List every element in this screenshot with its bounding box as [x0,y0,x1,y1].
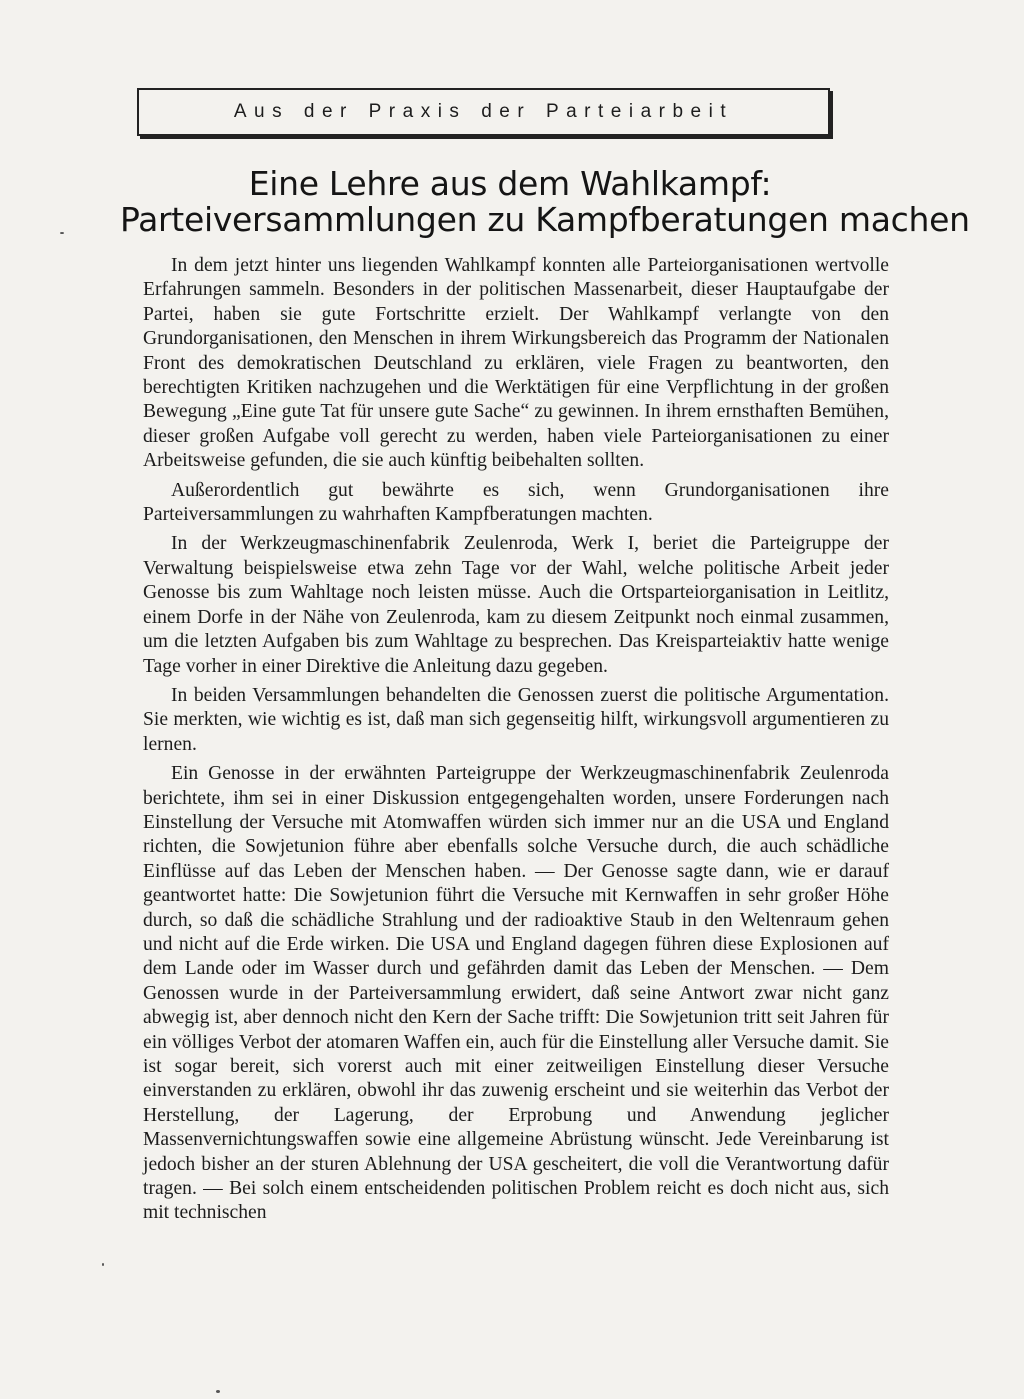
scan-speck [60,232,64,234]
article-title-line-1: Eine Lehre aus dem Wahlkampf: [248,164,772,203]
section-header-title: Aus der Praxis der Parteiarbeit [233,101,734,122]
article-title-line-2: Parteiversammlungen zu Kampfberatungen machen [120,200,970,239]
section-header-box [137,88,830,136]
paragraph: In dem jetzt hinter uns liegenden Wahlkampf konnten alle Parteiorganisationen wertvolle Erfahrungen sammeln. Besonders in der politischen Massenarbeit, dieser Hauptaufgabe der Partei, haben sie gute Fortschritte erzielt. Der Wahlkampf verlangte von den Grundorganisationen, den Menschen in ihrem Wirkungsbereich das Programm der Nationalen Front des demokratischen Deutschland zu erklären, viele Fragen zu beantworten, den berechtigten Kritiken nachzugehen und die Werktätigen für eine Verpflichtung in der großen Bewegung „Eine gute Tat für unsere gute Sache“ zu gewinnen. In ihrem ernsthaften Bemühen, dieser großen Aufgabe voll gerecht zu werden, haben viele Parteiorganisationen zu einer Arbeitsweise gefunden, die sie auch künftig beibehalten sollten. [143,255,889,472]
article-body [143,254,889,1231]
paragraph: In beiden Versammlungen behandelten die Genossen zuerst die politische Argumentation. Sie merkten, wie wichtig es ist, daß man sich gegenseitig hilft, wirkungsvoll argumentieren zu lernen. [143,684,889,755]
paragraph: In der Werkzeugmaschinenfabrik Zeulenroda, Werk I, beriet die Parteigruppe der Verwaltung beispielsweise etwa zehn Tage vor der Wahl, welche politische Arbeit jeder Genosse bis zum Wahltage noch leisten müsse. Auch die Ortsparteiorganisation in Leitlitz, einem Dorfe in der Nähe von Zeulenroda, kam zu diesem Zeitpunkt noch einmal zusammen, um die letzten Aufgaben bis zum Wahltage zu besprechen. Das Kreisparteiaktiv hatte wenige Tage vorher in einer Direktive die Anleitung dazu gegeben. [143,533,889,677]
paragraph: Außerordentlich gut bewährte es sich, wenn Grundorganisationen ihre Parteiversammlungen zu wahrhaften Kampfberatungen machten. [143,479,889,526]
scan-speck [216,1390,220,1393]
paragraph: Ein Genosse in der erwähnten Parteigruppe der Werkzeugmaschinenfabrik Zeulenroda berichtete, ihm sei in einer Diskussion entgegengehalten worden, unsere Forderungen nach Einstellung der Versuche mit Atomwaffen würden sich immer nur an die USA und England richten, die Sowjetunion führe aber ebenfalls solche Versuche durch, die auch schädliche Einflüsse auf das Leben der Menschen haben. — Der Genosse sagte dann, wie er darauf geantwortet hatte: Die Sowjetunion führt die Versuche mit Kernwaffen in sehr großer Höhe durch, so daß die schädliche Strahlung und der radioaktive Staub in den Weltenraum gehen und nicht auf die Erde wirken. Die USA und England dagegen führen diese Explosionen auf dem Lande oder im Wasser durch und gefährden damit das Leben der Menschen. — Dem Genossen wurde in der Parteiversammlung erwidert, daß seine Antwort zwar nicht ganz abwegig ist, aber dennoch nicht den Kern der Sache trifft: Die Sowjetunion tritt seit Jahren für ein völliges Verbot der atomaren Waffen ein, auch für die Einstellung aller Versuche damit. Sie ist sogar bereit, sich vorerst auch mit einer zeitweiligen Einstellung dieser Versuche einverstanden zu erklären, obwohl ihr das zuwenig erscheint und sie weiterhin das Verbot der Herstellung, der Lagerung, der Erprobung und Anwendung jeglicher Massenvernichtungswaffen sowie eine allgemeine Abrüstung wünscht. Jede Vereinbarung ist jedoch bisher an der sturen Ablehnung der USA gescheitert, die voll die Verantwortung dafür tragen. — Bei solch einem entscheidenden politischen Problem reicht es doch nicht aus, sich mit technischen [143,763,889,1224]
scan-speck [102,1263,104,1266]
